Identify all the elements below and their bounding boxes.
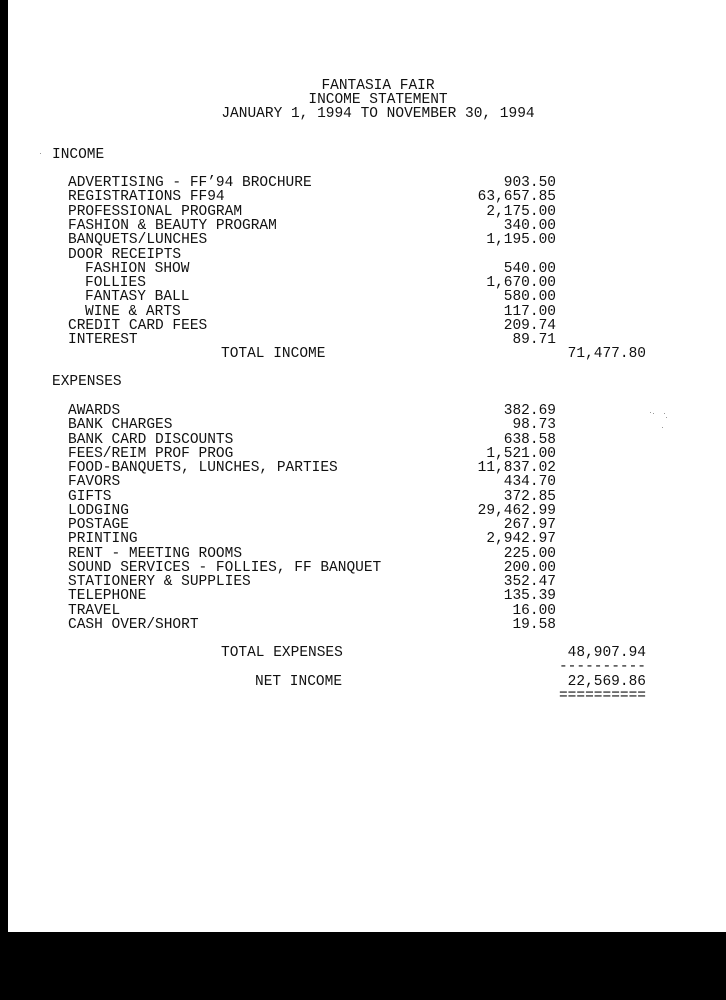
income-item-label: FOLLIES	[85, 275, 146, 292]
income-item-amount: 1,670.00	[486, 275, 556, 292]
scan-speck	[40, 153, 41, 154]
expense-item-label: GIFTS	[68, 488, 112, 505]
income-item-label: FASHION SHOW	[85, 260, 190, 277]
income-item-amount: 340.00	[503, 217, 556, 234]
statement-title: INCOME STATEMENT	[308, 92, 448, 108]
total-income-label: TOTAL INCOME	[221, 346, 326, 362]
income-item-amount: 89.71	[512, 332, 556, 349]
expenses-heading: EXPENSES	[52, 374, 122, 390]
expense-item-label: FEES/REIM PROF PROG	[68, 445, 234, 462]
expense-item-label: POSTAGE	[68, 517, 129, 533]
double-underline: ==========	[558, 688, 646, 704]
expense-item-label: BANK CHARGES	[68, 417, 173, 434]
expense-item-label: FOOD-BANQUETS, LUNCHES, PARTIES	[68, 460, 338, 476]
income-item-label: FASHION & BEAUTY PROGRAM	[68, 217, 277, 234]
income-item-label: CREDIT CARD FEES	[68, 318, 208, 334]
single-underline: ----------	[558, 659, 646, 675]
income-item-label: DOOR RECEIPTS	[68, 246, 182, 263]
total-income-value: 71,477.80	[567, 346, 646, 362]
income-item-amount: 580.00	[503, 289, 556, 306]
income-item-amount: 209.74	[503, 318, 556, 334]
expense-item-label: LODGING	[68, 502, 129, 519]
income-item-amount: 903.50	[503, 175, 556, 191]
net-income-label: NET INCOME	[255, 674, 343, 690]
expense-item-amount: 135.39	[503, 588, 556, 605]
expense-item-amount: 267.97	[503, 517, 556, 533]
expense-item-amount: 382.69	[503, 403, 556, 419]
scan-speck	[653, 413, 654, 414]
scan-speck	[650, 412, 651, 413]
income-heading: INCOME	[52, 147, 105, 163]
scan-speck	[662, 427, 663, 428]
expense-item-label: SOUND SERVICES - FOLLIES, FF BANQUET	[68, 559, 382, 576]
income-item-label: BANQUETS/LUNCHES	[68, 232, 208, 249]
expense-item-amount: 434.70	[503, 474, 556, 491]
expense-item-amount: 98.73	[512, 417, 556, 434]
expense-item-amount: 638.58	[503, 431, 556, 448]
expense-item-amount: 11,837.02	[477, 460, 556, 476]
expense-item-label: TRAVEL	[68, 602, 121, 619]
scan-speck	[664, 413, 665, 414]
net-income-value: 22,569.86	[567, 674, 646, 690]
org-name: FANTASIA FAIR	[321, 78, 435, 94]
statement-period: JANUARY 1, 1994 TO NOVEMBER 30, 1994	[221, 106, 535, 122]
income-item-amount: 117.00	[503, 303, 556, 320]
expense-item-amount: 372.85	[503, 488, 556, 505]
expense-item-amount: 2,942.97	[486, 531, 556, 548]
document-page	[8, 0, 726, 932]
expense-item-amount: 19.58	[512, 616, 556, 633]
scan-bottom-border	[0, 932, 726, 1000]
income-item-label: REGISTRATIONS FF94	[68, 189, 225, 206]
total-expenses-value: 48,907.94	[567, 645, 646, 661]
income-item-label: PROFESSIONAL PROGRAM	[68, 203, 243, 220]
expense-item-amount: 200.00	[503, 559, 556, 576]
income-item-amount: 63,657.85	[477, 189, 556, 206]
income-item-amount: 2,175.00	[486, 203, 556, 220]
income-item-amount: 540.00	[503, 260, 556, 277]
expense-item-amount: 352.47	[503, 574, 556, 590]
expense-item-label: AWARDS	[68, 403, 121, 419]
expense-item-label: FAVORS	[68, 474, 121, 491]
expense-item-amount: 1,521.00	[486, 445, 556, 462]
scan-speck	[666, 417, 667, 418]
expense-item-amount: 16.00	[512, 602, 556, 619]
expense-item-amount: 225.00	[503, 545, 556, 562]
expense-item-amount: 29,462.99	[477, 502, 556, 519]
total-expenses-label: TOTAL EXPENSES	[221, 645, 343, 661]
income-item-label: ADVERTISING - FF’94 BROCHURE	[68, 175, 312, 191]
scan-left-edge	[0, 0, 8, 1000]
expense-item-label: STATIONERY & SUPPLIES	[68, 574, 251, 590]
expense-item-label: RENT - MEETING ROOMS	[68, 545, 243, 562]
income-item-label: FANTASY BALL	[85, 289, 190, 306]
income-item-label: INTEREST	[68, 332, 138, 349]
income-item-amount: 1,195.00	[486, 232, 556, 249]
expense-item-label: TELEPHONE	[68, 588, 147, 605]
expense-item-label: BANK CARD DISCOUNTS	[68, 431, 234, 448]
expense-item-label: PRINTING	[68, 531, 138, 548]
expense-item-label: CASH OVER/SHORT	[68, 616, 199, 633]
income-item-label: WINE & ARTS	[85, 303, 181, 320]
